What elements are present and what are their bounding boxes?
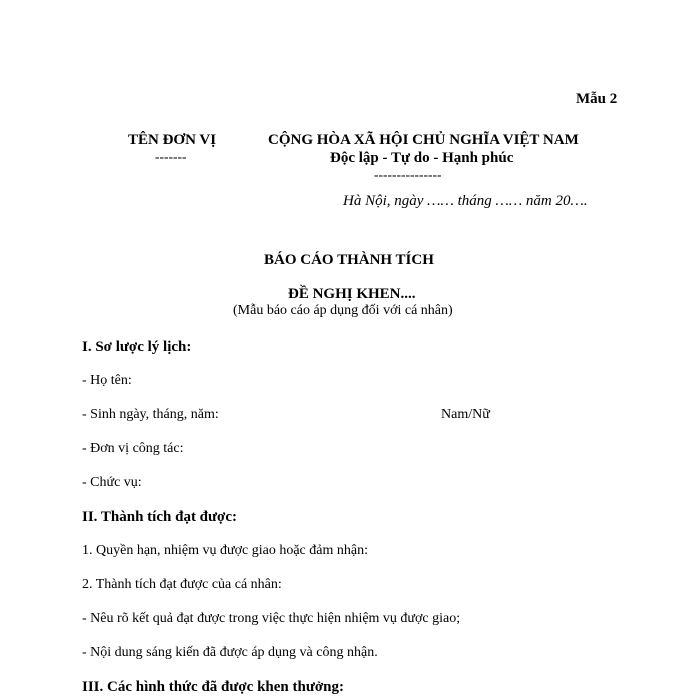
unit-underline: ------- <box>155 149 187 164</box>
report-subtitle: ĐỀ NGHỊ KHEN.... <box>288 286 416 302</box>
form-code: Mẫu 2 <box>576 91 618 107</box>
section2-item2: 2. Thành tích đạt được của cá nhân: <box>82 577 282 592</box>
report-title: BÁO CÁO THÀNH TÍCH <box>264 252 434 268</box>
national-motto: Độc lập - Tự do - Hạnh phúc <box>330 150 514 166</box>
work-unit-label: - Đơn vị công tác: <box>82 441 184 456</box>
position-label: - Chức vụ: <box>82 475 142 490</box>
section2-detail2: - Nội dung sáng kiến đã được áp dụng và công nhận. <box>82 645 378 660</box>
national-title: CỘNG HÒA XÃ HỘI CHỦ NGHĨA VIỆT NAM <box>268 132 579 148</box>
place-date: Hà Nội, ngày …… tháng …… năm 20…. <box>343 193 588 209</box>
section2-detail1: - Nêu rõ kết quả đạt được trong việc thực hiện nhiệm vụ được giao; <box>82 611 461 626</box>
section2-heading: II. Thành tích đạt được: <box>82 509 237 525</box>
full-name-label: - Họ tên: <box>82 373 132 388</box>
unit-name: TÊN ĐƠN VỊ <box>128 132 217 148</box>
birth-date-label: - Sinh ngày, tháng, năm: <box>82 407 219 422</box>
motto-underline: --------------- <box>374 167 442 182</box>
section3-heading: III. Các hình thức đã được khen thưởng: <box>82 679 345 695</box>
section1-heading: I. Sơ lược lý lịch: <box>82 339 192 355</box>
section2-item1: 1. Quyền hạn, nhiệm vụ được giao hoặc đảm nhận: <box>82 543 368 558</box>
report-note: (Mẫu báo cáo áp dụng đối với cá nhân) <box>233 303 453 318</box>
gender-label: Nam/Nữ <box>441 407 490 422</box>
